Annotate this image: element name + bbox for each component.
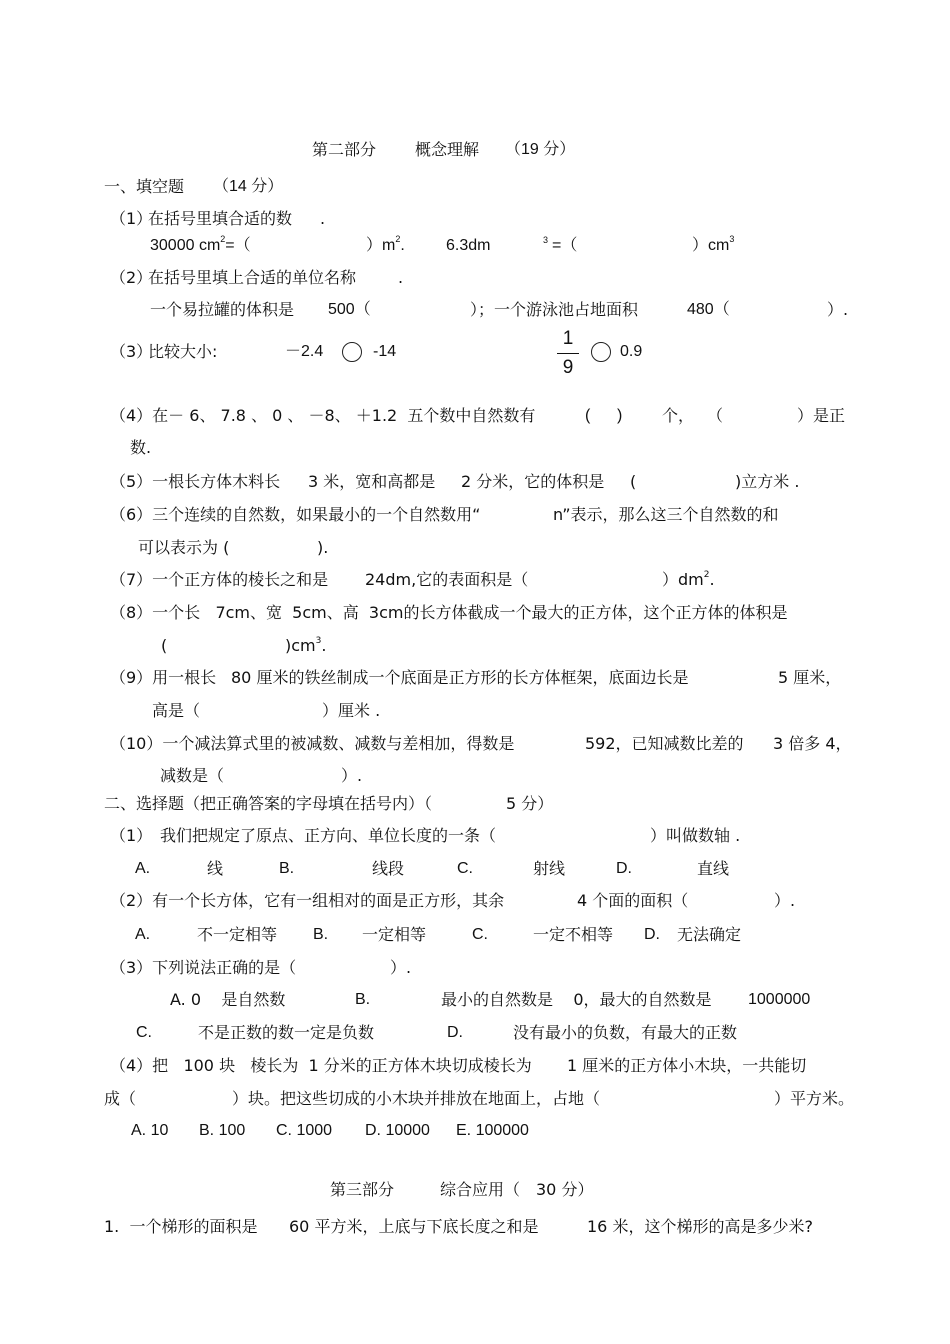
s2q1-end: ）叫做数轴 .: [650, 826, 741, 845]
q5-c: 2 分米，它的体积是: [461, 472, 605, 491]
s2q2-opt-a: A.: [135, 926, 151, 943]
q7-b: 24dm,它的表面积是（: [365, 570, 529, 589]
s2q1-opt-b: B.: [279, 860, 295, 877]
sec2-heading: 二、选择题（把正确答案的字母填在括号内）（: [104, 794, 433, 813]
s2q3-opt-c: C.: [136, 1024, 152, 1041]
q1-stem: 在括号里填合适的数: [148, 209, 293, 228]
q9-c: 5 厘米，: [778, 668, 842, 687]
q1-b-sup: 3: [543, 235, 549, 245]
q2-c1: ）；一个游泳池占地面积: [470, 300, 639, 319]
s2q3-opt-a: A. 0 是自然数: [170, 990, 286, 1009]
q1-num: （1）: [110, 209, 153, 228]
q10-line2b: ）.: [341, 766, 363, 785]
s2q2-opt-d: D.: [644, 926, 660, 943]
s2q4-opt-e: E. 100000: [456, 1122, 529, 1139]
sec1-score: （14 分）: [213, 178, 284, 195]
q1-b-close: ）$cm^3$: [692, 234, 735, 254]
s2q3-opt-c-text: 不是正数的数一定是负数: [198, 1023, 375, 1042]
s2q4-a: （4）把 100 块 棱长为 1 分米的正方体木块切成棱长为: [110, 1056, 532, 1075]
compare-circle-1[interactable]: [342, 342, 362, 362]
q4-unit: 个，: [662, 406, 695, 425]
q1-end: .: [320, 209, 326, 228]
s2q2-opt-d-text: 无法确定: [677, 925, 742, 944]
part2-subtitle: 概念理解: [415, 140, 480, 159]
q6-a: （6）三个连续的自然数，如果最小的一个自然数用“: [110, 505, 481, 524]
fraction-one-ninth: [557, 328, 579, 379]
q2-v1: 500（: [328, 301, 371, 318]
part3-subtitle: 综合应用（: [440, 1180, 521, 1199]
q10-line2a: 减数是（: [160, 766, 225, 785]
q2-c2: ）.: [827, 300, 849, 319]
q8-a: （8）一个长 7cm、宽 5cm、高 3cm的长方体截成一个最大的正方体，这个正方体的体积是: [110, 603, 788, 622]
q7-a: （7）一个正方体的棱长之和是: [110, 570, 329, 589]
part2-score: （19 分）: [505, 141, 576, 158]
s2q4-opt-d: D. 10000: [365, 1122, 430, 1139]
fraction-numerator: 1: [562, 328, 574, 349]
s2q2-opt-a-text: 不一定相等: [197, 925, 278, 944]
s2q4-line2b: ）块。把这些切成的小木块并排放在地面上，占地（: [232, 1089, 601, 1108]
s2q4-opt-b: B. 100: [199, 1122, 246, 1139]
s2q3-stem: （3）下列说法正确的是（: [110, 958, 297, 977]
s2q1-num: （1）: [110, 826, 153, 845]
s2q2-opt-b-text: 一定相等: [362, 925, 427, 944]
s2q3-opt-b-text: 最小的自然数是 0，最大的自然数是: [441, 990, 712, 1009]
q2-p1: 一个易拉罐的体积是: [150, 300, 295, 319]
q9-line2b: ）厘米 .: [322, 701, 381, 720]
q10-c: 3 倍多 4，: [773, 734, 852, 753]
s2q4-line2a: 成（: [104, 1089, 137, 1108]
q6-b: n”表示，那么这三个自然数的和: [553, 505, 779, 524]
s2q4-opt-a: A. 10: [131, 1122, 169, 1139]
q3-stem: 比较大小:: [148, 342, 218, 361]
s2q1-stem: 我们把规定了原点、正方向、单位长度的一条（: [160, 826, 497, 845]
fraction-denominator: 9: [562, 357, 574, 379]
q2-num: （2）: [110, 268, 153, 287]
app-q1-a: 1. 一个梯形的面积是: [104, 1217, 258, 1236]
s2q1-opt-c: C.: [457, 860, 473, 877]
s2q1-opt-a-text: 线: [207, 859, 224, 878]
q4-line1: （4）在－ 6、 7.8 、 0 、 －8、 ＋1.2 五个数中自然数有: [110, 406, 536, 425]
q4-line2: 数.: [130, 438, 152, 457]
s2q1-opt-b-text: 线段: [372, 859, 405, 878]
q2-end: .: [398, 268, 404, 287]
q8-line2a: (: [161, 636, 168, 655]
s2q4-line2c: ）平方米。: [774, 1089, 855, 1108]
s2q1-opt-c-text: 射线: [533, 859, 566, 878]
q9-line2a: 高是（: [152, 701, 201, 720]
q5-a: （5）一根长方体木料长: [110, 472, 281, 491]
s2q1-opt-d: D.: [616, 860, 632, 877]
app-q1-c: 16 米，这个梯形的高是多少米?: [587, 1217, 813, 1236]
s2q4-opt-c: C. 1000: [276, 1122, 333, 1139]
q8-line2b: )$cm^3$.: [285, 636, 327, 655]
q9-a: （9）用一根长: [110, 668, 217, 687]
s2q2-end: ）.: [774, 891, 796, 910]
q3-right2: 0.9: [620, 343, 643, 360]
s2q3-end: ）.: [390, 958, 412, 977]
q6-line2b: ).: [317, 538, 329, 557]
part3-title: 第三部分: [330, 1180, 395, 1199]
q1-a-close: ）$m^2$.: [366, 234, 405, 254]
sec2-score: 5 分）: [506, 794, 554, 813]
q10-a: （10）一个减法算式里的被减数、减数与差相加，得数是: [110, 734, 515, 753]
s2q3-opt-d-text: 没有最小的负数，有最大的正数: [513, 1023, 738, 1042]
q10-b: 592，已知减数比差的: [585, 734, 744, 753]
part2-title: 第二部分: [312, 140, 377, 159]
fraction-bar: [557, 353, 579, 354]
app-q1-b: 60 平方米，上底与下底长度之和是: [289, 1217, 539, 1236]
compare-circle-2[interactable]: [591, 342, 611, 362]
q3-right1: -14: [373, 343, 397, 360]
s2q2-opt-b: B.: [313, 926, 329, 943]
s2q2-opt-c: C.: [472, 926, 488, 943]
s2q2-stem: （2）有一个长方体，它有一组相对的面是正方形，其余: [110, 891, 505, 910]
q4-open: （: [707, 406, 724, 425]
part3-score: 30 分）: [536, 1180, 594, 1199]
q7-c: ）$dm^2$.: [662, 570, 715, 589]
q9-b: 80 厘米的铁丝制成一个底面是正方形的长方体框架，底面边长是: [231, 668, 689, 687]
q4-close: ）是正: [797, 406, 846, 425]
q1-b: 6.3dm: [446, 237, 491, 254]
q1-b-eq: =（: [552, 237, 578, 254]
s2q1-opt-d-text: 直线: [697, 859, 730, 878]
q5-e: )立方米 .: [735, 472, 800, 491]
s2q4-b: 1 厘米的正方体小木块，一共能切: [567, 1056, 807, 1075]
q2-v2: 480（: [687, 301, 730, 318]
q4-blank1: ( ): [585, 407, 623, 424]
s2q3-opt-d: D.: [447, 1024, 463, 1041]
s2q3-opt-b: B.: [355, 991, 371, 1008]
q3-left1: －2.4: [285, 343, 324, 360]
s2q2-opt-c-text: 一定不相等: [533, 925, 614, 944]
s2q2-stem2: 4 个面的面积（: [577, 891, 689, 910]
s2q3-opt-b-num: 1000000: [748, 991, 811, 1008]
q5-b: 3 米，宽和高都是: [308, 472, 436, 491]
q1-a: 30000 $cm^2=$（: [150, 234, 251, 254]
s2q1-opt-a: A.: [135, 860, 151, 877]
q2-stem: 在括号里填上合适的单位名称: [148, 268, 357, 287]
q6-line2a: 可以表示为 (: [138, 538, 230, 557]
q3-num: （3）: [110, 342, 153, 361]
q5-d: (: [630, 472, 637, 491]
sec1-heading: 一、填空题: [104, 177, 185, 196]
